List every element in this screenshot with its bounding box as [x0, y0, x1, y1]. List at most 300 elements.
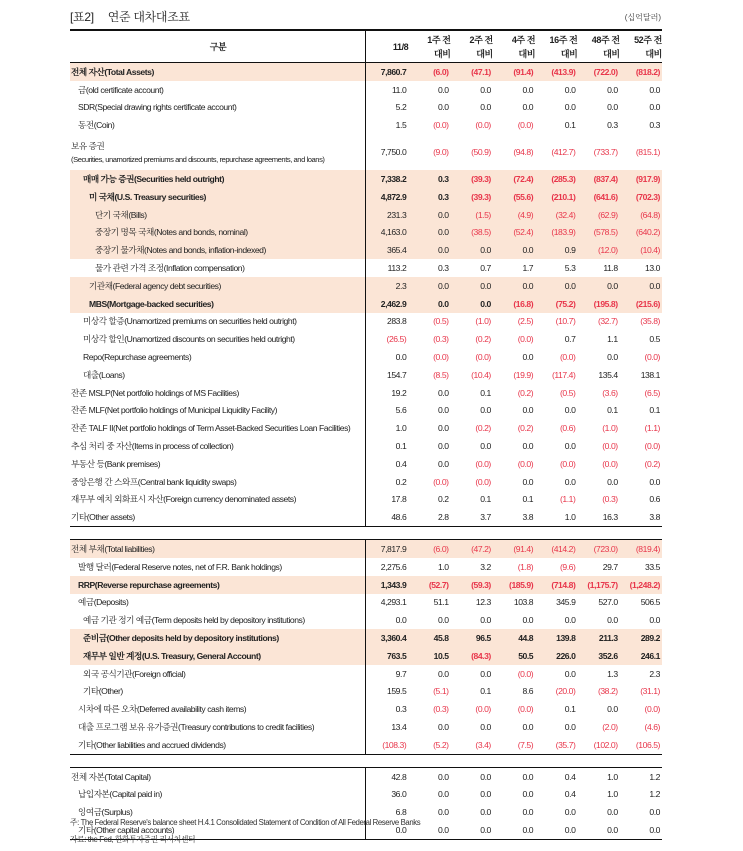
cell-value: (1.1): [644, 423, 660, 434]
cell-value: (0.0): [644, 441, 660, 452]
row-label: [70, 736, 366, 754]
table-row: [70, 206, 662, 224]
cell-value: 0.0: [522, 245, 534, 256]
footnote: 주: The Federal Reserve's balance sheet H.4.1 Consolidated Statement of Condition of All Federal Reserve Banks: [70, 818, 421, 827]
cell-value: 0.0: [437, 423, 449, 434]
row-label: [70, 348, 366, 366]
table-row: [70, 736, 662, 754]
cell-value: 0.0: [564, 824, 576, 835]
cell-value: 0.0: [522, 352, 534, 363]
table-row: [70, 576, 662, 594]
cell-value: 16.3: [602, 512, 618, 523]
cell-value: 7,860.7: [380, 66, 407, 77]
header-col: [451, 31, 493, 62]
cell-value: 7,750.0: [380, 147, 407, 158]
cell-value: (0.6): [559, 423, 576, 434]
cell-value: 8.6: [522, 686, 534, 697]
cell-value: 6.8: [395, 807, 407, 818]
cell-value: (0.0): [433, 352, 449, 363]
cell-value: (19.9): [513, 369, 534, 380]
cell-value: 2.3: [395, 280, 407, 291]
table-row: [70, 188, 662, 206]
table-title: [70, 8, 190, 25]
cell-value: (6.0): [433, 544, 449, 555]
table-row: [70, 348, 662, 366]
cell-value: (52.7): [428, 579, 449, 590]
row-label: [70, 768, 366, 786]
cell-value: (4.9): [517, 209, 534, 220]
table-row: [70, 540, 662, 558]
cell-value: (0.0): [433, 476, 449, 487]
cell-value: 0.0: [480, 789, 491, 800]
cell-value: (0.2): [475, 334, 491, 345]
cell-value: 0.0: [437, 789, 449, 800]
cell-value: 0.0: [522, 721, 534, 732]
cell-value: (10.4): [640, 245, 660, 256]
cell-value: (39.3): [471, 174, 491, 185]
row-label-text: 준비금(Other deposits held by depository institutions): [83, 633, 279, 643]
cell-value: 1.0: [607, 771, 618, 782]
cell-value: (59.3): [471, 579, 491, 590]
table-row: [70, 508, 662, 526]
row-label-text: 중장기 명목 국채(Notes and bonds, nominal): [95, 227, 248, 238]
cell-value: (714.8): [551, 579, 576, 590]
table-row: [70, 366, 662, 384]
row-label-text: 잔존 TALF II(Net portfolio holdings of Term Asset-Backed Securities Loan Facilities): [71, 423, 351, 434]
cell-value: 1.0: [564, 512, 576, 523]
balance-sheet-table: [70, 29, 662, 840]
header-col-text: 52주 전: [634, 34, 662, 45]
row-label-text: 시차에 따른 오차(Deferred availability cash items): [78, 704, 247, 715]
cell-value: (0.0): [602, 441, 618, 452]
row-label-text: 매매 가능 증권(Securities held outright): [83, 174, 224, 185]
header-label: 구분: [70, 31, 366, 62]
cell-value: 0.0: [437, 824, 449, 835]
row-label-text: 미상각 할증(Unamortized premiums on securities held outright): [83, 316, 297, 327]
cell-value: 3.7: [480, 512, 491, 523]
table-row: [70, 419, 662, 437]
table-tag: [표2]: [70, 10, 94, 24]
row-label-text: 잔존 MLF(Net portfolio holdings of Municipal Liquidity Facility): [71, 405, 278, 416]
row-label-text: 재무부 일반 계정(U.S. Treasury, General Account): [83, 650, 261, 661]
row-label-text: 전체 자산(Total Assets): [71, 66, 154, 77]
cell-value: (0.0): [644, 704, 660, 715]
cell-value: 0.0: [607, 84, 618, 95]
cell-value: 527.0: [598, 597, 618, 608]
cell-value: (0.0): [602, 458, 618, 469]
cell-value: (2.5): [517, 316, 534, 327]
cell-value: 283.8: [387, 316, 407, 327]
row-label-text: 부동산 등(Bank premises): [71, 458, 161, 469]
cell-value: 0.0: [480, 807, 491, 818]
cell-value: 0.0: [607, 824, 618, 835]
table-row: [70, 491, 662, 509]
cell-value: 138.1: [640, 369, 660, 380]
cell-value: (413.9): [551, 66, 576, 77]
cell-value: 0.1: [564, 704, 576, 715]
row-label: [70, 437, 366, 455]
cell-value: 0.0: [437, 405, 449, 416]
cell-value: 0.0: [437, 102, 449, 113]
cell-value: 0.0: [564, 476, 576, 487]
cell-value: 1.5: [395, 120, 407, 131]
row-label-text: 납입자본(Capital paid in): [78, 789, 162, 800]
cell-value: 17.8: [391, 494, 407, 505]
cell-value: 0.0: [564, 807, 576, 818]
table-row: [70, 683, 662, 701]
cell-value: 0.0: [480, 245, 491, 256]
cell-value: 103.8: [513, 597, 534, 608]
row-label: [70, 384, 366, 402]
cell-value: (733.7): [593, 147, 618, 158]
cell-value: 42.8: [391, 771, 407, 782]
cell-value: (8.5): [433, 369, 449, 380]
cell-value: (9.0): [433, 147, 449, 158]
row-label-text: 금(old certificate account): [78, 84, 164, 95]
cell-value: (702.3): [635, 191, 660, 202]
cell-value: 44.8: [518, 633, 534, 643]
header-col-text: 4주 전: [511, 34, 536, 45]
cell-value: 2.3: [649, 668, 660, 679]
table-row: [70, 170, 662, 188]
cell-value: 0.1: [480, 686, 491, 697]
cell-value: 159.5: [387, 686, 407, 697]
cell-value: 0.0: [522, 405, 534, 416]
cell-value: 9.7: [395, 668, 407, 679]
cell-value: 506.5: [640, 597, 660, 608]
table-row: [70, 259, 662, 277]
cell-value: (0.0): [475, 352, 491, 363]
cell-value: 3.8: [522, 512, 534, 523]
cell-value: (50.9): [471, 147, 491, 158]
cell-value: 0.5: [649, 334, 660, 345]
cell-value: 0.3: [437, 174, 449, 185]
row-label: [70, 295, 366, 313]
cell-value: 0.0: [564, 668, 576, 679]
cell-value: 0.0: [522, 84, 534, 95]
cell-value: 154.7: [387, 369, 407, 380]
header-col: [366, 31, 408, 62]
cell-value: (32.7): [597, 316, 618, 327]
cell-value: 5.2: [395, 102, 407, 113]
row-label: [70, 366, 366, 384]
row-label: [70, 99, 366, 117]
row-label: [70, 277, 366, 295]
cell-value: 352.6: [598, 650, 618, 661]
row-label: [70, 419, 366, 437]
table-title-text: 연준 대차대조표: [107, 10, 190, 24]
row-label: [70, 508, 366, 526]
row-label-text: 전체 자본(Total Capital): [71, 771, 151, 782]
cell-value: (16.8): [513, 298, 534, 309]
cell-value: 0.0: [437, 771, 449, 782]
cell-value: (0.0): [475, 120, 491, 131]
cell-value: 0.1: [480, 387, 491, 398]
table-row: [70, 241, 662, 259]
row-label: [70, 718, 366, 736]
cell-value: (10.7): [555, 316, 576, 327]
cell-value: 0.0: [649, 807, 660, 818]
cell-value: 0.1: [649, 405, 660, 416]
cell-value: (0.2): [517, 387, 534, 398]
row-label: [70, 785, 366, 803]
cell-value: 13.4: [391, 721, 407, 732]
cell-value: 0.0: [564, 441, 576, 452]
cell-value: 0.0: [480, 84, 491, 95]
cell-value: (412.7): [551, 147, 576, 158]
header-col-text: 2주 전: [469, 34, 493, 45]
cell-value: (0.0): [559, 352, 576, 363]
cell-value: 0.0: [522, 771, 534, 782]
row-label: [70, 313, 366, 331]
cell-value: 0.0: [564, 721, 576, 732]
header-col: [408, 31, 450, 62]
row-label-text: 기타(Other liabilities and accrued dividends): [78, 739, 226, 750]
cell-value: 289.2: [640, 633, 660, 643]
cell-value: 0.0: [480, 280, 491, 291]
cell-value: 0.0: [395, 824, 407, 835]
cell-value: (1.0): [602, 423, 618, 434]
table-row: [70, 611, 662, 629]
row-label: [70, 594, 366, 612]
cell-value: (20.0): [555, 686, 576, 697]
row-label: [70, 629, 366, 647]
cell-value: (285.3): [551, 174, 576, 185]
section-gap: [70, 755, 662, 767]
row-label: [70, 330, 366, 348]
header-col-text: 48주 전: [591, 34, 620, 45]
cell-value: 11.8: [603, 263, 618, 274]
cell-value: 0.0: [564, 84, 576, 95]
cell-value: 0.7: [564, 334, 576, 345]
cell-value: 0.0: [480, 824, 491, 835]
source-note: 자료: the Fed, 한화투자증권 리서치센터: [70, 835, 196, 844]
cell-value: (0.3): [602, 494, 618, 505]
header-col: [493, 31, 535, 62]
row-label-text: SDR(Special drawing rights certificate account): [78, 102, 237, 113]
cell-value: 0.0: [480, 668, 491, 679]
table-row: [70, 594, 662, 612]
cell-value: (84.3): [471, 650, 491, 661]
cell-value: 0.3: [395, 704, 407, 715]
table-row: [70, 330, 662, 348]
header-col-text: 16주 전: [549, 34, 578, 45]
header-col-text: 대비: [560, 48, 578, 59]
cell-value: 0.3: [437, 191, 449, 202]
section-gap: [70, 527, 662, 539]
cell-value: (39.3): [471, 191, 491, 202]
cell-value: 3,360.4: [380, 633, 407, 643]
cell-value: 0.0: [480, 721, 491, 732]
cell-value: 7,338.2: [380, 174, 407, 185]
cell-value: 0.0: [522, 441, 534, 452]
cell-value: (1.0): [475, 316, 491, 327]
row-label: [70, 491, 366, 509]
cell-value: (1.5): [475, 209, 491, 220]
table-row: [70, 63, 662, 81]
cell-value: 0.0: [564, 280, 576, 291]
table-row: [70, 629, 662, 647]
header-col-text: 11/8: [392, 41, 409, 52]
header-col-text: 1주 전: [427, 34, 451, 45]
header-col-text: 대비: [603, 48, 620, 59]
cell-value: 0.0: [480, 405, 491, 416]
cell-value: 0.0: [437, 807, 449, 818]
cell-value: 0.0: [480, 441, 491, 452]
cell-value: 0.0: [607, 615, 618, 626]
cell-value: 48.6: [391, 512, 407, 523]
cell-value: 0.0: [437, 280, 449, 291]
row-label: [70, 540, 366, 558]
cell-value: 0.0: [607, 704, 618, 715]
row-label: [70, 683, 366, 701]
cell-value: 0.2: [395, 476, 407, 487]
table-row: [70, 134, 662, 170]
row-label-sub: (Securities, unamortized premiums and discounts, repurchase agreements, and loans): [71, 155, 325, 165]
row-label-text: RRP(Reverse repurchase agreements): [78, 579, 220, 590]
unit-label: (십억달러): [624, 13, 661, 22]
cell-value: 365.4: [387, 245, 407, 256]
table-section: [70, 539, 662, 755]
cell-value: 1.7: [522, 263, 534, 274]
cell-value: (94.8): [513, 147, 534, 158]
cell-value: (1.8): [517, 561, 534, 572]
row-label-text: 중앙은행 간 스와프(Central bank liquidity swaps): [71, 476, 237, 487]
cell-value: 0.7: [480, 263, 491, 274]
cell-value: (0.0): [559, 458, 576, 469]
cell-value: 0.0: [395, 615, 407, 626]
cell-value: 1.2: [649, 771, 660, 782]
row-label-text: 기타(Other capital accounts): [78, 824, 175, 835]
row-label-text: 발행 달러(Federal Reserve notes, net of F.R. Bank holdings): [78, 561, 282, 572]
cell-value: 0.0: [437, 245, 449, 256]
cell-value: (1,248.2): [629, 579, 660, 590]
cell-value: (26.5): [386, 334, 407, 345]
cell-value: (0.3): [433, 704, 449, 715]
cell-value: (0.5): [559, 387, 576, 398]
table-row: [70, 295, 662, 313]
table-row: [70, 81, 662, 99]
cell-value: (3.6): [602, 387, 618, 398]
cell-value: (640.2): [635, 227, 660, 238]
cell-value: 0.0: [437, 721, 449, 732]
cell-value: 19.2: [391, 387, 407, 398]
cell-value: (62.9): [597, 209, 618, 220]
cell-value: (4.6): [644, 721, 660, 732]
cell-value: 211.3: [598, 633, 618, 643]
header-col: [620, 31, 662, 62]
cell-value: 36.0: [391, 789, 407, 800]
cell-value: 0.0: [437, 668, 449, 679]
row-label-text: 대출(Loans): [83, 369, 125, 380]
cell-value: 0.0: [437, 387, 449, 398]
cell-value: (578.5): [593, 227, 618, 238]
cell-value: 1.3: [607, 668, 618, 679]
cell-value: 345.9: [556, 597, 576, 608]
cell-value: (917.9): [635, 174, 660, 185]
cell-value: 0.0: [522, 102, 534, 113]
cell-value: 3.8: [649, 512, 660, 523]
cell-value: (91.4): [513, 66, 534, 77]
cell-value: 0.6: [649, 494, 660, 505]
cell-value: 0.1: [480, 494, 491, 505]
cell-value: 0.0: [607, 476, 618, 487]
row-label-text: 기관채(Federal agency debt securities): [89, 280, 221, 291]
cell-value: 0.0: [564, 615, 576, 626]
table-row: [70, 455, 662, 473]
row-label: [70, 576, 366, 594]
cell-value: 5.3: [564, 263, 576, 274]
cell-value: 763.5: [387, 650, 407, 661]
cell-value: (0.0): [517, 668, 534, 679]
cell-value: (414.2): [551, 544, 576, 555]
cell-value: 0.0: [437, 227, 449, 238]
cell-value: 139.8: [556, 633, 576, 643]
cell-value: 0.0: [437, 84, 449, 95]
table-row: [70, 768, 662, 786]
cell-value: 246.1: [640, 650, 660, 661]
cell-value: 0.9: [564, 245, 576, 256]
cell-value: 3.2: [480, 561, 491, 572]
cell-value: 0.0: [480, 102, 491, 113]
cell-value: (0.0): [517, 458, 534, 469]
cell-value: (0.0): [517, 120, 534, 131]
cell-value: (195.8): [593, 298, 618, 309]
cell-value: (31.1): [640, 686, 660, 697]
cell-value: 226.0: [556, 650, 576, 661]
cell-value: (117.4): [551, 369, 576, 380]
table-section: [70, 767, 662, 840]
table-row: [70, 402, 662, 420]
row-label-text: MBS(Mortgage-backed securities): [89, 298, 214, 309]
cell-value: (1,175.7): [587, 579, 618, 590]
cell-value: (0.2): [475, 423, 491, 434]
cell-value: (723.0): [593, 544, 618, 555]
cell-value: 231.3: [387, 209, 407, 220]
cell-value: 11.0: [391, 84, 407, 95]
row-label: [70, 206, 366, 224]
cell-value: 0.3: [649, 120, 660, 131]
cell-value: 0.4: [395, 458, 407, 469]
cell-value: (5.2): [433, 739, 449, 750]
table-section: [70, 63, 662, 527]
cell-value: 1,343.9: [380, 579, 407, 590]
cell-value: 5.6: [395, 405, 407, 416]
cell-value: (6.5): [644, 387, 660, 398]
cell-value: 0.0: [522, 476, 534, 487]
row-label-text: 재무부 예치 외화표시 자산(Foreign currency denominated assets): [71, 494, 297, 505]
cell-value: (0.5): [433, 316, 449, 327]
cell-value: 10.5: [433, 650, 449, 661]
cell-value: 96.5: [475, 633, 491, 643]
cell-value: 0.3: [437, 263, 449, 274]
row-label: [70, 402, 366, 420]
cell-value: 0.0: [437, 209, 449, 220]
row-label-text: 단기 국채(Bills): [95, 209, 147, 220]
row-label: [70, 81, 366, 99]
table-row: [70, 665, 662, 683]
cell-value: (185.9): [509, 579, 534, 590]
cell-value: 0.0: [564, 405, 576, 416]
cell-value: 0.0: [522, 807, 534, 818]
cell-value: (0.0): [475, 476, 491, 487]
cell-value: (72.4): [513, 174, 534, 185]
cell-value: 0.0: [522, 280, 534, 291]
cell-value: (10.4): [471, 369, 491, 380]
header-col-text: 대비: [476, 48, 493, 59]
cell-value: 0.0: [522, 824, 534, 835]
cell-value: 0.0: [649, 476, 660, 487]
